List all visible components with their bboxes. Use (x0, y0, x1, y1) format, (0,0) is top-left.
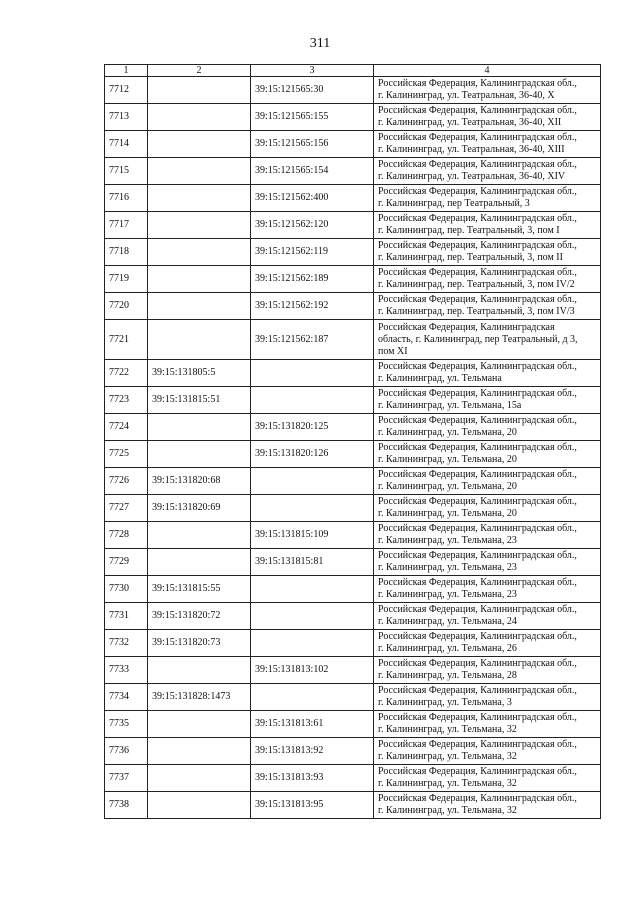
row-number-cell: 7720 (105, 293, 148, 320)
address-line: Российская Федерация, Калининградская обл., (378, 388, 577, 399)
object-cadastral-number-cell (251, 630, 374, 657)
row-number-cell: 7721 (105, 320, 148, 360)
table-row (105, 549, 601, 576)
address-line: г. Калининград, ул. Тельмана, 32 (378, 805, 517, 816)
object-cadastral-number-cell: 39:15:121565:30 (251, 77, 374, 104)
row-number-cell: 7722 (105, 360, 148, 387)
address-cell (374, 657, 601, 684)
object-cadastral-number-cell (251, 468, 374, 495)
table-row (105, 77, 601, 104)
row-number-cell: 7733 (105, 657, 148, 684)
object-cadastral-number-cell: 39:15:131813:93 (251, 765, 374, 792)
address-line: г. Калининград, ул. Тельмана, 23 (378, 535, 517, 546)
address-cell (374, 387, 601, 414)
row-number-cell: 7736 (105, 738, 148, 765)
cadastral-number-cell (148, 266, 251, 293)
table-row (105, 320, 601, 360)
row-number-cell: 7718 (105, 239, 148, 266)
address-line: Российская Федерация, Калининградская обл., (378, 105, 577, 116)
address-line: Российская Федерация, Калининградская обл., (378, 159, 577, 170)
cadastral-number-cell (148, 549, 251, 576)
address-line: г. Калининград, ул. Театральная, 36-40, XII (378, 117, 562, 128)
cadastral-number-cell: 39:15:131820:73 (148, 630, 251, 657)
object-cadastral-number-cell: 39:15:121562:119 (251, 239, 374, 266)
address-line: г. Калининград, ул. Театральная, 36-40, X (378, 90, 555, 101)
address-cell (374, 792, 601, 819)
address-line: г. Калининград, ул. Тельмана, 3 (378, 697, 512, 708)
cadastral-number-cell (148, 414, 251, 441)
address-line: пом XI (378, 345, 408, 357)
address-line: Российская Федерация, Калининградская обл., (378, 793, 577, 804)
row-number-cell: 7719 (105, 266, 148, 293)
address-line: Российская Федерация, Калининградская (378, 321, 555, 333)
address-line: Российская Федерация, Калининградская обл., (378, 766, 577, 777)
object-cadastral-number-cell (251, 603, 374, 630)
cadastral-number-cell: 39:15:131815:55 (148, 576, 251, 603)
row-number-cell: 7734 (105, 684, 148, 711)
address-line: Российская Федерация, Калининградская обл., (378, 294, 577, 305)
table-row (105, 387, 601, 414)
object-cadastral-number-cell: 39:15:131820:125 (251, 414, 374, 441)
row-number-cell: 7714 (105, 131, 148, 158)
cadastral-number-cell (148, 239, 251, 266)
column-header-1: 1 (105, 65, 148, 77)
table-row (105, 657, 601, 684)
object-cadastral-number-cell: 39:15:131813:61 (251, 711, 374, 738)
address-line: г. Калининград, ул. Тельмана, 20 (378, 454, 517, 465)
address-cell (374, 441, 601, 468)
address-cell (374, 738, 601, 765)
cadastral-number-cell (148, 185, 251, 212)
cadastral-number-cell (148, 738, 251, 765)
cadastral-number-cell (148, 212, 251, 239)
object-cadastral-number-cell (251, 387, 374, 414)
address-cell (374, 104, 601, 131)
object-cadastral-number-cell: 39:15:131813:95 (251, 792, 374, 819)
address-line: г. Калининград, ул. Тельмана, 28 (378, 670, 517, 681)
address-line: г. Калининград, ул. Театральная, 36-40, XIII (378, 144, 565, 155)
table-row (105, 603, 601, 630)
address-line: Российская Федерация, Калининградская обл., (378, 267, 577, 278)
address-line: г. Калининград, ул. Тельмана, 20 (378, 481, 517, 492)
row-number-cell: 7723 (105, 387, 148, 414)
table-row (105, 468, 601, 495)
address-line: г. Калининград, ул. Тельмана, 32 (378, 778, 517, 789)
row-number-cell: 7729 (105, 549, 148, 576)
object-cadastral-number-cell: 39:15:121565:156 (251, 131, 374, 158)
cadastral-number-cell (148, 441, 251, 468)
row-number-cell: 7728 (105, 522, 148, 549)
address-cell (374, 765, 601, 792)
address-line: г. Калининград, ул. Тельмана, 26 (378, 643, 517, 654)
row-number-cell: 7717 (105, 212, 148, 239)
table-row (105, 360, 601, 387)
row-number-cell: 7738 (105, 792, 148, 819)
address-line: г. Калининград, пер. Театральный, 3, пом IV/2 (378, 279, 575, 290)
cadastral-number-cell (148, 77, 251, 104)
cadastral-number-cell (148, 131, 251, 158)
address-cell (374, 414, 601, 441)
address-line: г. Калининград, ул. Тельмана (378, 373, 502, 384)
object-cadastral-number-cell (251, 684, 374, 711)
address-line: г. Калининград, ул. Тельмана, 32 (378, 724, 517, 735)
address-line: г. Калининград, пер Театральный, 3 (378, 198, 530, 209)
registry-table (104, 64, 601, 819)
object-cadastral-number-cell (251, 495, 374, 522)
table-row (105, 104, 601, 131)
object-cadastral-number-cell: 39:15:121565:154 (251, 158, 374, 185)
address-cell (374, 293, 601, 320)
address-line: Российская Федерация, Калининградская обл., (378, 523, 577, 534)
address-line: Российская Федерация, Калининградская обл., (378, 658, 577, 669)
object-cadastral-number-cell: 39:15:121562:189 (251, 266, 374, 293)
object-cadastral-number-cell (251, 360, 374, 387)
cadastral-number-cell (148, 293, 251, 320)
column-header-3: 3 (251, 65, 374, 77)
table-row (105, 131, 601, 158)
table-row (105, 738, 601, 765)
address-cell (374, 576, 601, 603)
row-number-cell: 7730 (105, 576, 148, 603)
object-cadastral-number-cell: 39:15:121562:187 (251, 320, 374, 360)
address-line: г. Калининград, ул. Тельмана, 32 (378, 751, 517, 762)
address-line: Российская Федерация, Калининградская обл., (378, 685, 577, 696)
address-line: Российская Федерация, Калининградская обл., (378, 213, 577, 224)
address-line: г. Калининград, пер. Театральный, 3, пом I (378, 225, 560, 236)
object-cadastral-number-cell: 39:15:121562:120 (251, 212, 374, 239)
address-line: Российская Федерация, Калининградская обл., (378, 712, 577, 723)
address-cell (374, 158, 601, 185)
page-number: 311 (309, 36, 331, 51)
table-row (105, 441, 601, 468)
address-line: Российская Федерация, Калининградская обл., (378, 78, 577, 89)
table-row (105, 158, 601, 185)
address-line: г. Калининград, ул. Тельмана, 23 (378, 562, 517, 573)
address-line: г. Калининград, ул. Тельмана, 20 (378, 427, 517, 438)
table-row (105, 630, 601, 657)
address-line: г. Калининград, ул. Тельмана, 24 (378, 616, 517, 627)
table-row (105, 576, 601, 603)
address-cell (374, 684, 601, 711)
address-cell (374, 185, 601, 212)
address-line: Российская Федерация, Калининградская обл., (378, 469, 577, 480)
address-cell (374, 320, 601, 360)
address-line: г. Калининград, ул. Тельмана, 15а (378, 400, 522, 411)
row-number-cell: 7715 (105, 158, 148, 185)
address-cell (374, 522, 601, 549)
object-cadastral-number-cell: 39:15:131813:92 (251, 738, 374, 765)
cadastral-number-cell (148, 765, 251, 792)
address-line: Российская Федерация, Калининградская обл., (378, 415, 577, 426)
address-cell (374, 266, 601, 293)
address-line: Российская Федерация, Калининградская обл., (378, 631, 577, 642)
header-row (105, 65, 601, 77)
row-number-cell: 7716 (105, 185, 148, 212)
table-row (105, 212, 601, 239)
object-cadastral-number-cell: 39:15:121565:155 (251, 104, 374, 131)
address-line: Российская Федерация, Калининградская обл., (378, 240, 577, 251)
address-line: Российская Федерация, Калининградская обл., (378, 361, 577, 372)
row-number-cell: 7732 (105, 630, 148, 657)
row-number-cell: 7737 (105, 765, 148, 792)
table-row (105, 495, 601, 522)
address-cell (374, 603, 601, 630)
address-cell (374, 131, 601, 158)
table-row (105, 185, 601, 212)
address-cell (374, 239, 601, 266)
row-number-cell: 7731 (105, 603, 148, 630)
cadastral-number-cell: 39:15:131805:5 (148, 360, 251, 387)
table-row (105, 414, 601, 441)
address-line: Российская Федерация, Калининградская обл., (378, 496, 577, 507)
address-line: Российская Федерация, Калининградская обл., (378, 550, 577, 561)
cadastral-number-cell: 39:15:131815:51 (148, 387, 251, 414)
table-row (105, 684, 601, 711)
address-line: Российская Федерация, Калининградская обл., (378, 604, 577, 615)
table-row (105, 792, 601, 819)
address-line: Российская Федерация, Калининградская обл., (378, 186, 577, 197)
address-cell (374, 711, 601, 738)
column-header-4: 4 (374, 65, 601, 77)
table-row (105, 765, 601, 792)
address-line: г. Калининград, ул. Тельмана, 20 (378, 508, 517, 519)
object-cadastral-number-cell (251, 576, 374, 603)
address-line: область, г. Калининград, пер Театральный, д 3, (378, 333, 578, 345)
cadastral-number-cell (148, 320, 251, 360)
cadastral-number-cell: 39:15:131820:72 (148, 603, 251, 630)
row-number-cell: 7726 (105, 468, 148, 495)
address-line: Российская Федерация, Калининградская обл., (378, 442, 577, 453)
object-cadastral-number-cell: 39:15:131815:109 (251, 522, 374, 549)
cadastral-number-cell (148, 158, 251, 185)
address-line: Российская Федерация, Калининградская обл., (378, 739, 577, 750)
row-number-cell: 7735 (105, 711, 148, 738)
cadastral-number-cell (148, 657, 251, 684)
row-number-cell: 7727 (105, 495, 148, 522)
object-cadastral-number-cell: 39:15:121562:192 (251, 293, 374, 320)
row-number-cell: 7725 (105, 441, 148, 468)
address-cell (374, 212, 601, 239)
cadastral-number-cell (148, 792, 251, 819)
address-cell (374, 630, 601, 657)
address-cell (374, 77, 601, 104)
cadastral-number-cell (148, 711, 251, 738)
address-cell (374, 549, 601, 576)
row-number-cell: 7713 (105, 104, 148, 131)
table-row (105, 711, 601, 738)
address-line: Российская Федерация, Калининградская обл., (378, 132, 577, 143)
cadastral-number-cell (148, 104, 251, 131)
address-line: г. Калининград, ул. Тельмана, 23 (378, 589, 517, 600)
row-number-cell: 7712 (105, 77, 148, 104)
cadastral-number-cell: 39:15:131820:69 (148, 495, 251, 522)
address-line: г. Калининград, пер. Театральный, 3, пом II (378, 252, 563, 263)
column-header-2: 2 (148, 65, 251, 77)
row-number-cell: 7724 (105, 414, 148, 441)
object-cadastral-number-cell: 39:15:131820:126 (251, 441, 374, 468)
address-cell (374, 360, 601, 387)
table-row (105, 266, 601, 293)
table-row (105, 293, 601, 320)
address-cell (374, 468, 601, 495)
object-cadastral-number-cell: 39:15:131813:102 (251, 657, 374, 684)
address-line: г. Калининград, пер. Театральный, 3, пом IV/3 (378, 306, 575, 317)
table-row (105, 239, 601, 266)
object-cadastral-number-cell: 39:15:121562:400 (251, 185, 374, 212)
address-line: Российская Федерация, Калининградская обл., (378, 577, 577, 588)
cadastral-number-cell: 39:15:131820:68 (148, 468, 251, 495)
address-line: г. Калининград, ул. Театральная, 36-40, XIV (378, 171, 566, 182)
address-cell (374, 495, 601, 522)
table-row (105, 522, 601, 549)
object-cadastral-number-cell: 39:15:131815:81 (251, 549, 374, 576)
cadastral-number-cell (148, 522, 251, 549)
cadastral-number-cell: 39:15:131828:1473 (148, 684, 251, 711)
